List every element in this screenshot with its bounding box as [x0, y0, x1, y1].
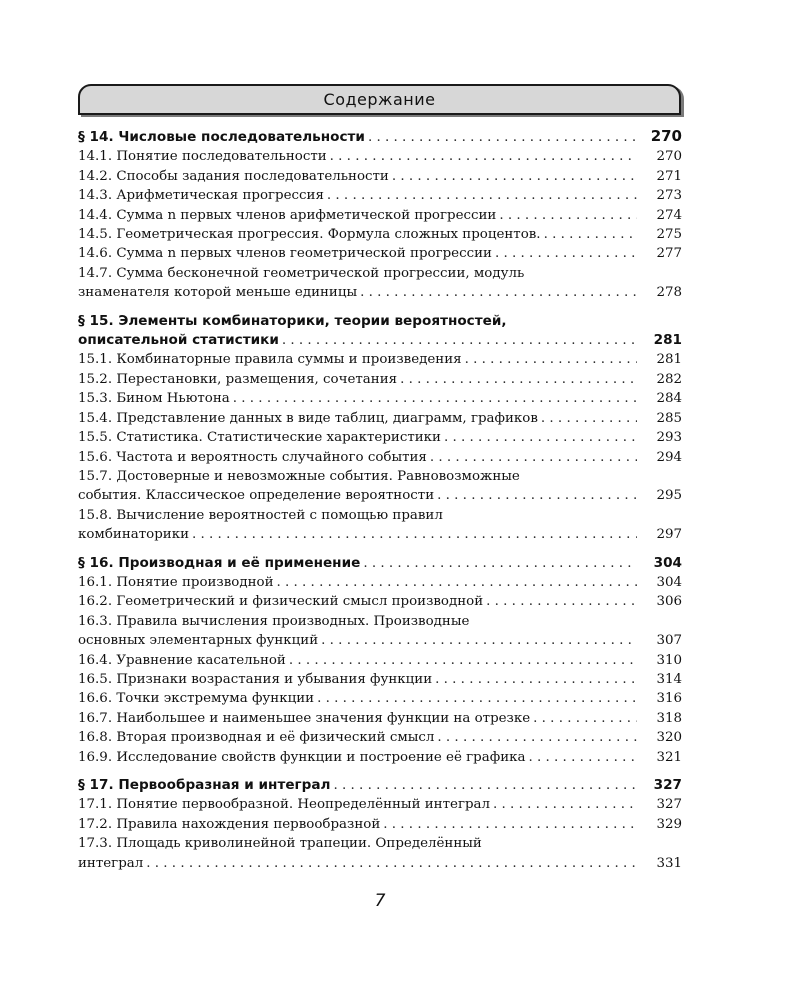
dot-leader	[360, 283, 637, 302]
toc-entry	[78, 670, 682, 689]
toc-entry-page: 321	[656, 749, 682, 765]
toc-entry-page: 278	[656, 285, 682, 301]
toc-entry	[78, 264, 682, 283]
toc-entry-page: 284	[656, 391, 682, 407]
dot-leader	[383, 815, 637, 834]
toc-entry	[78, 506, 682, 525]
toc-entry-label: 16.7. Наибольшее и наименьшее значения функции на отрезке	[78, 710, 531, 726]
toc-entry-page: 273	[656, 188, 682, 204]
dot-leader	[444, 428, 637, 447]
dot-leader	[330, 147, 637, 166]
section-title-label: § 14. Числовые последовательности	[78, 129, 365, 145]
toc-entry	[78, 389, 682, 408]
toc-entry-label: 15.3. Бином Ньютона	[78, 391, 230, 407]
dot-leader	[400, 370, 637, 389]
dot-leader	[541, 409, 637, 428]
toc-entry	[78, 448, 682, 467]
toc-entry-label: 16.3. Правила вычисления производных. Производные	[78, 613, 470, 629]
toc-entry-label: основных элементарных функций	[78, 633, 319, 649]
toc-entry	[78, 428, 682, 447]
toc-entry-label: 17.1. Понятие первообразной. Неопределённый интеграл	[78, 797, 491, 813]
toc-entry	[78, 709, 682, 728]
toc-entry	[78, 370, 682, 389]
toc-entry-page: 295	[656, 488, 682, 504]
toc-entry	[78, 486, 682, 505]
toc-entry-label: 17.2. Правила нахождения первообразной	[78, 816, 381, 832]
toc-entry-page: 306	[656, 594, 682, 610]
section-title-label: § 17. Первообразная и интеграл	[78, 777, 331, 793]
section-title-page: 327	[653, 777, 682, 793]
toc-entry-label: 14.6. Сумма n первых членов геометрической прогрессии	[78, 246, 492, 262]
section-title	[78, 331, 682, 350]
section-title	[78, 554, 682, 573]
toc-entry-label: 14.5. Геометрическая прогрессия. Формула сложных процентов.	[78, 227, 541, 243]
section-title-label: § 16. Производная и её применение	[78, 554, 361, 571]
dot-leader	[465, 350, 637, 369]
toc-section	[78, 127, 682, 303]
toc-entry-label: интеграл	[78, 855, 144, 871]
toc-entry	[78, 186, 682, 205]
section-title	[78, 127, 682, 147]
toc-entry-label: 15.6. Частота и вероятность случайного события	[78, 449, 427, 465]
contents-header	[78, 84, 681, 115]
toc-entry-label: знаменателя которой меньше единицы	[78, 285, 358, 301]
toc-entry-label: 16.9. Исследование свойств функции и построение её графика	[78, 749, 526, 765]
toc-entry	[78, 244, 682, 263]
dot-leader	[192, 525, 637, 544]
dot-leader	[146, 854, 637, 873]
toc-entry	[78, 592, 682, 611]
toc-entry-page: 329	[656, 816, 682, 832]
section-title-label: § 15. Элементы комбинаторики, теории вероятностей,	[78, 312, 507, 329]
toc-entry-label: 15.5. Статистика. Статистические характеристики	[78, 430, 441, 446]
toc-entry	[78, 573, 682, 592]
toc-entry-page: 331	[656, 855, 682, 871]
toc-entry-page: 304	[656, 574, 682, 590]
toc-entry-label: 15.4. Представление данных в виде таблиц, диаграмм, графиков	[78, 410, 538, 426]
dot-leader	[533, 709, 637, 728]
toc-entry-label: 14.1. Понятие последовательности	[78, 149, 327, 165]
toc-entry	[78, 748, 682, 767]
toc-entry	[78, 147, 682, 166]
dot-leader	[327, 186, 637, 205]
toc-entry-page: 318	[656, 710, 682, 726]
toc-entry	[78, 815, 682, 834]
toc-entry	[78, 409, 682, 428]
dot-leader	[282, 331, 637, 350]
toc-entry-label: 16.5. Признаки возрастания и убывания функции	[78, 671, 433, 687]
dot-leader	[317, 689, 637, 708]
dot-leader	[437, 728, 637, 747]
table-of-contents	[78, 127, 682, 882]
toc-entry-label: 16.6. Точки экстремума функции	[78, 691, 315, 707]
toc-section	[78, 554, 682, 767]
toc-entry-label: 14.2. Способы задания последовательности	[78, 168, 389, 184]
dot-leader	[437, 486, 637, 505]
toc-entry	[78, 631, 682, 650]
section-title-page: 270	[650, 127, 682, 145]
toc-entry-page: 277	[656, 246, 682, 262]
dot-leader	[277, 573, 638, 592]
toc-entry	[78, 525, 682, 544]
toc-entry	[78, 854, 682, 873]
toc-entry-page: 293	[656, 430, 682, 446]
dot-leader	[495, 244, 637, 263]
dot-leader	[430, 448, 637, 467]
toc-entry-label: 15.8. Вычисление вероятностей с помощью правил	[78, 507, 443, 523]
dot-leader	[499, 206, 637, 225]
toc-entry-label: 15.2. Перестановки, размещения, сочетания	[78, 371, 398, 387]
toc-entry-label: 15.1. Комбинаторные правила суммы и произведения	[78, 352, 462, 368]
contents-title: Содержание	[323, 90, 436, 109]
toc-entry-page: 271	[656, 168, 682, 184]
toc-entry-label: события. Классическое определение вероятности	[78, 488, 435, 504]
toc-entry-label: 16.1. Понятие производной	[78, 574, 274, 590]
toc-entry-label: 14.4. Сумма n первых членов арифметической прогрессии	[78, 207, 497, 223]
dot-leader	[529, 748, 638, 767]
toc-entry-label: 14.3. Арифметическая прогрессия	[78, 188, 324, 204]
toc-entry-page: 307	[656, 633, 682, 649]
toc-entry-page: 270	[656, 149, 682, 165]
toc-entry	[78, 795, 682, 814]
toc-entry	[78, 467, 682, 486]
toc-section	[78, 776, 682, 873]
dot-leader	[334, 776, 637, 795]
dot-leader	[289, 651, 637, 670]
toc-entry-label: комбинаторики	[78, 527, 190, 543]
toc-entry-page: 316	[656, 691, 682, 707]
toc-entry-label: 16.2. Геометрический и физический смысл производной	[78, 594, 484, 610]
section-title-page: 281	[653, 332, 682, 349]
section-title	[78, 776, 682, 795]
dot-leader	[486, 592, 637, 611]
toc-entry-page: 320	[656, 730, 682, 746]
toc-entry	[78, 651, 682, 670]
dot-leader	[493, 795, 637, 814]
dot-leader	[368, 128, 637, 147]
toc-entry	[78, 834, 682, 853]
dot-leader	[363, 554, 637, 573]
toc-entry-label: 17.3. Площадь криволинейной трапеции. Определённый	[78, 836, 482, 852]
toc-entry	[78, 728, 682, 747]
toc-entry-label: 16.8. Вторая производная и её физический смысл	[78, 730, 435, 746]
section-title-label: описательной статистики	[78, 332, 279, 349]
toc-entry-page: 310	[656, 652, 682, 668]
toc-entry	[78, 612, 682, 631]
toc-entry-page: 275	[656, 227, 682, 243]
dot-leader	[233, 389, 637, 408]
toc-entry-label: 15.7. Достоверные и невозможные события. Равновозможные	[78, 468, 520, 484]
toc-entry	[78, 350, 682, 369]
toc-entry-page: 294	[656, 449, 682, 465]
dot-leader	[321, 631, 637, 650]
toc-entry-page: 282	[656, 371, 682, 387]
toc-section	[78, 312, 682, 545]
toc-entry	[78, 167, 682, 186]
dot-leader	[392, 167, 637, 186]
section-title	[78, 312, 682, 331]
toc-entry-page: 327	[656, 797, 682, 813]
section-title-page: 304	[653, 554, 682, 571]
toc-entry-label: 14.7. Сумма бесконечной геометрической прогрессии, модуль	[78, 265, 525, 281]
toc-entry-page: 314	[656, 671, 682, 687]
toc-entry-page: 297	[656, 527, 682, 543]
toc-entry	[78, 225, 682, 244]
toc-entry-label: 16.4. Уравнение касательной	[78, 652, 286, 668]
dot-leader	[435, 670, 637, 689]
toc-entry	[78, 283, 682, 302]
dot-leader	[544, 225, 637, 244]
page-number: 7	[374, 891, 386, 911]
toc-entry	[78, 689, 682, 708]
toc-entry-page: 281	[656, 352, 682, 368]
toc-entry-page: 285	[656, 410, 682, 426]
toc-entry	[78, 206, 682, 225]
toc-entry-page: 274	[656, 207, 682, 223]
